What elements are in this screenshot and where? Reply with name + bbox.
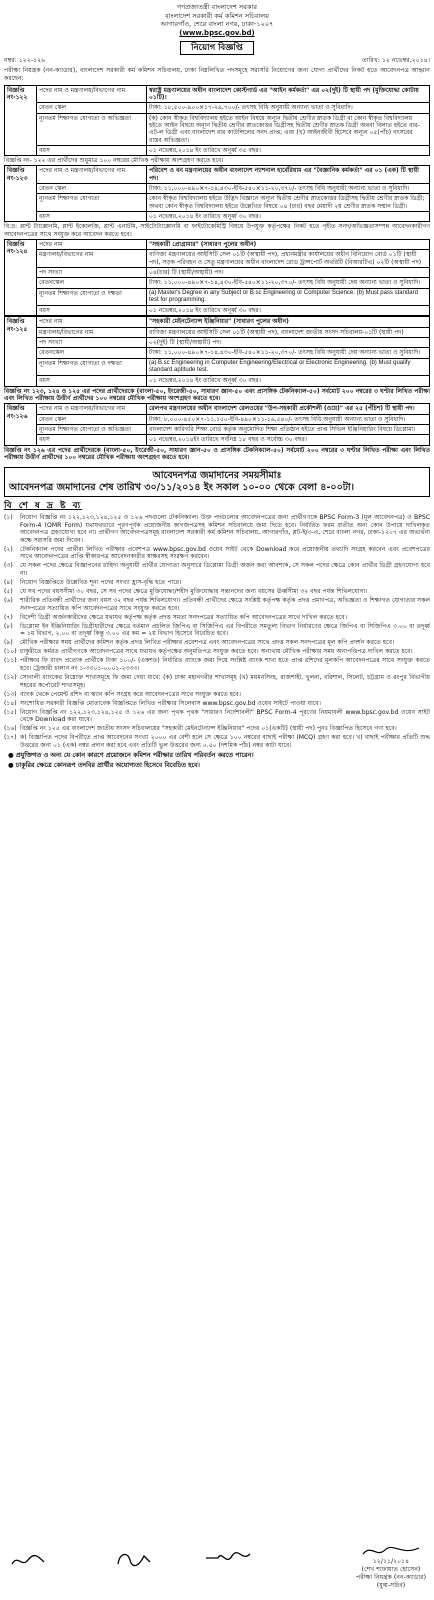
rules-list	[4, 514, 430, 749]
deadline-text: আবেদনপত্র জমাদানের শেষ তারিখ ৩০/১১/২০১৪ ইং সকাল ১০-০০ থেকে বেলা ৪-০০টা।	[9, 482, 355, 494]
memo-date: তারিখ: ১২ নভেম্বর,২০১৪।	[362, 57, 430, 65]
rule-number: (১৪)	[4, 699, 17, 707]
row-label: বেতন স্কেল	[37, 414, 147, 424]
ad-table-123	[4, 165, 430, 222]
row-label: বেতন স্কেল	[37, 103, 147, 113]
rule-text: যে সব পদের বয়সসীমা ৩০ বছর, সে সব পদের ক্ষেত্রে মুক্তিযোদ্ধা/শহীদ মুক্তিযোদ্ধার সন্তানদের জন্য বয়সের ঊর্ধ্বসীমা ৩২ বছর পর্যন্ত শিথিলযোগ্য।	[20, 588, 368, 596]
rule-text: সংশোধিত সরকারী বিজ্ঞপ্তি মোতাবেক বিজ্ঞপ্তিতে লিখিত পরীক্ষার সিলেবাস www.bpsc.gov.bd ওয়েব সাইটে পাওয়া যাবে।	[20, 699, 321, 707]
list-item	[4, 514, 430, 544]
list-item	[4, 657, 430, 672]
row-label: বয়স	[37, 435, 147, 445]
row-label: বয়স	[37, 145, 147, 155]
list-item	[4, 700, 430, 708]
row-label: পদের নাম	[37, 239, 147, 249]
rule-number: (১)	[4, 514, 13, 522]
row-value: টাকা: ১১,০০০-৪৯০×৭-১৪,৪৩০-ইবি-৫৪০×১১-২০,৩৭০/- তৎসহ বিধি অনুযায়ী দেয় অন্যান্য ভাতা ও সুবিধাদি।	[147, 278, 430, 288]
row-label: পদের নাম ও মন্ত্রণালয়/বিভাগের নাম	[37, 85, 147, 103]
row-value: ০২(দুই) টি (স্থায়ী/অস্থায়ী) পদ।	[147, 338, 430, 348]
signature-mark-2	[114, 1548, 154, 1570]
row-value: ০৪(চার) টি (স্থায়ী/অস্থায়ী) পদ।	[147, 267, 430, 277]
row-label: বেতনস্কেল	[37, 348, 147, 358]
signature-mark-main	[361, 1544, 421, 1558]
ad-table-122	[4, 85, 430, 157]
ad-number: বিজ্ঞপ্তি নং-১২৩	[5, 166, 37, 222]
row-value: ০১ নভেম্বর,২০১৪ ইং তারিখে অনূর্ধ্ব ৩০ বছর।	[147, 376, 430, 386]
memo-line	[4, 57, 430, 65]
row-value: ০১ নভেম্বর,২০১৪ ইং তারিখে অনূর্ধ্ব ৩৫ বছর।	[147, 145, 430, 155]
rule-text: পরীক্ষার ফি বাবদ প্রত্যেক প্রার্থীকে টাকা ১০০/- (একশত) নির্ধারিত ব্যাংকে জমা দিয়ে সংশ্লিষ্ট ব্যাংক শাখা হতে প্রাপ্ত রশিদের মূলকপি আবেদনপত্রের সাথে সংযুক্ত করতে হবে। ট্রেজারী চালান নং ১-৩৩০১-০০০১-২৩৩৩।	[20, 657, 430, 672]
signer-rank: (যুগ্ম-সচিব)	[376, 1582, 406, 1590]
row-value: বাংলাদেশ কারিগরি শিক্ষা বোর্ড কর্তৃক অনুমোদিত শিক্ষা প্রতিষ্ঠান হইতে প্রাপ্ত সিভিল ইঞ্জিনিয়ারিং বিষয়ে ডিপ্লোমা।	[147, 424, 430, 434]
rule-text: টেকনিক্যাল পদের প্রার্থীরা লিখিত পরীক্ষার প্রবেশপত্র www.bpsc.gov.bd ওয়েব সাইট থেকে Download করে প্রয়োজনীয় তথ্যাদি সংগ্রহ করবেন এবং প্রবেশপত্রের সাথে আবেদনপত্রের প্রাপ্তি স্বীকারপত্র আবেদনকারীর স্বাক্ষরসহ সংরক্ষণ করবেন।	[20, 545, 430, 561]
list-item	[4, 648, 430, 656]
ad-note-123: বি:দ্র: প্লান্ট ট্যাক্সোনমি, প্লান্ট ইকোলজি, প্লান্ট এনাটমি, সাইটোট্যাক্সোনমি বা ফাইটোকেমিস্ট্রি বিষয়ে উপযুক্ত কর্তৃপক্ষের নিকট হতে গৃহীত সনদ/অভিজ্ঞতাসম্পন্ন আবেদনকারীগণ আবেদনপত্রের সাথে সংযুক্ত করে আবেদন করতে হবে।	[4, 223, 430, 238]
row-label: ন্যূনতম শিক্ষাগত যোগ্যতা ও দক্ষতা	[37, 358, 147, 376]
rule-text: নিয়োগ বিজ্ঞপ্তিতে উল্লেখিত শূন্য পদের সংখ্যা হ্রাস-বৃদ্ধি হতে পারে।	[20, 579, 182, 587]
rule-number: (১২)	[4, 674, 17, 682]
row-value: (a) B.sc Engineering in Computer Engineering/Electrical or Electronic Engineering. (b) Must qualify standard aptitude test.	[147, 358, 430, 376]
ad-number: বিজ্ঞপ্তি নং-১২৬	[5, 404, 37, 445]
rule-text: নিয়োগ বিজ্ঞপ্তি নং ১২২,১২৩,১২৪,১২৫ ও ১২৬ পদগুলো টেকনিক্যাল। উক্ত পদগুলোর আবেদনপত্রের জন্য প্রার্থীগণকে BPSC Form-3 (মূল আবেদনপত্র) ও BPSC Form-4 (OMR Form) যথাযথভাবে পূরণপূর্বক প্রয়োজনীয় কাগজপত্রসহ কমিশন সচিবালয়ে জমা দিতে হবে। নির্ধারিত ফরম ব্যতীত অন্য কোন উপায়ে দাখিলকৃত আবেদনপত্র গ্রহণযোগ্য হবে না। প্রার্থীগণ আবেদনপত্রসমূহ বাংলাদেশ সরকারী কর্ম কমিশন সচিবালয়, আগারগাঁও, প্লট-ই/৩-এ, শেরে বাংলা নগর, ঢাকা-১২০৭ এর অভ্যর্থনা কক্ষে সরাসরি জমা দিবেন।	[20, 514, 430, 544]
row-value: কোন স্বীকৃত বিশ্ববিদ্যালয় হইতে উদ্ভিদ বিজ্ঞানে অন্যূন দ্বিতীয় শ্রেণীর স্নাতকোত্তর ডিগ্রীসহ দ্বিতীয় শ্রেণীর স্নাতক ডিগ্রী; অথবা কোন স্বীকৃত বিশ্ববিদ্যালয় হইতে উল্লেখিত বিষয়ে ০৪ (চার) বছর মেয়াদী ২য় শ্রেণীর স্নাতক সম্মান ডিগ্রী।	[147, 194, 430, 212]
notice-title-box	[4, 41, 430, 56]
header	[4, 3, 430, 38]
row-label: বয়স	[37, 376, 147, 386]
row-value: টাকা: ৮,০০০-৪৫০×৭-১১,১৫০-ইবি-৪৯০×১১-১৬,৫৪০/- তৎসহ বিধি অনুযায়ী অন্যান্য ভাতা ও সুবিধাদি।	[147, 414, 430, 424]
rule-text: ক) বিজ্ঞাপিত পদের বিপরীতে প্রাপ্ত আবেদনের সংখ্যা ২০০০ এর বেশী হলে সে ক্ষেত্রে ১০০ নম্বরের বাছাই পরীক্ষা (MCQ) গ্রহণ করা হবে। খ) বাছাই পরীক্ষার প্রতিটি শুদ্ধ উত্তরের জন্য ০১ (এক) নম্বর প্রদান করা হবে এবং প্রতিটি ভুল উত্তরের জন্য ০.৫০ (দশমিক পাঁচ) নম্বর কাটা যাবে।	[20, 734, 430, 749]
header-govt: গণপ্রজাতন্ত্রী বাংলাদেশ সরকার	[176, 3, 258, 11]
list-item	[4, 579, 430, 587]
bullet-text: চাকুরির ক্ষেত্রে কোনরূপ তদবির প্রার্থীর অযোগ্যতা হিসেবে বিবেচিত হবে।	[15, 761, 200, 770]
row-value: রেলপথ মন্ত্রণালয়ের অধীন বাংলাদেশ রেলওয়ের "উপ-সহকারী প্রকৌশলী (ওয়ে)" এর ২৫ (পঁচিশ) টি স্থায়ী পদ।	[147, 404, 430, 414]
row-value: (ক) কোন স্বীকৃত বিশ্ববিদ্যালয় হইতে আইন বিষয়ে অন্যূন দ্বিতীয় শ্রেণীর স্নাতক ডিগ্রী বা কোন স্বীকৃত বিশ্ববিদ্যালয় হইতে আইন বিষয়ে অন্যূন দ্বিতীয় শ্রেণীর স্নাতকোত্তর ডিগ্রীসহ দ্বিতীয় শ্রেণীর স্নাতক ডিগ্রী অথবা বিলাত হইতে বার-এট-ল ডিগ্রী এবং বাংলাদেশ বার কাউন্সিলের সনদ প্রাপ্ত; এবং (খ) আইনজীবী হিসেবে অন্যূন ০৫(পাঁচ) বৎসরের বাস্তব অভিজ্ঞতা।	[147, 113, 430, 145]
list-item	[4, 623, 430, 638]
row-value: স্বরাষ্ট্র মন্ত্রণালয়ের অধীন বাংলাদেশ কোস্টগার্ড এর "আইন কর্মকর্তা" এর ০২(দুই) টি স্থায়ী পদ (মুক্তিযোদ্ধা কোটায় ০১টি)।	[147, 85, 430, 103]
bullet-item: ● চাকুরির ক্ষেত্রে কোনরূপ তদবির প্রার্থীর অযোগ্যতা হিসেবে বিবেচিত হবে।	[8, 761, 200, 770]
rule-number: (১৬)	[4, 725, 17, 733]
rule-text: যে সকল পদের ক্ষেত্রে বিজ্ঞাপনের চাহিদা অনুযায়ী প্রার্থীর যোগ্যতা অনুসারে ডিপ্লোমা ডিগ্রী অর্জন করা আবশ্যক, সে সকল পদের ক্ষেত্রে কোন প্রার্থীর ডিগ্রী গ্রহণযোগ্য হবে না।	[20, 562, 430, 577]
row-label: পদের নাম ও মন্ত্রণালয়/বিভাগের নাম	[37, 404, 147, 414]
list-item	[4, 588, 430, 596]
row-value: টাকা: ১১,০০০-৪৯০×৭-১৪,৪৩০-ইবি-৫৪০×১১-২০,৩৭০/- তৎসহ বিধি অনুযায়ী অন্যান্য ভাতা ও সুবিধাদি।	[147, 184, 430, 194]
memo-number: নম্বর: ১২২-১২৬	[4, 57, 46, 65]
rule-number: (৫)	[4, 588, 13, 596]
row-label: ন্যূনতম শিক্ষাগত যোগ্যতা ও দক্ষতা	[37, 288, 147, 306]
notice-page	[4, 3, 430, 769]
ad-table-124	[4, 239, 430, 317]
signer-name: (শেখ শাফায়াত হোসেন)	[361, 1566, 421, 1574]
footer-signatures	[4, 1530, 430, 1594]
rule-text: শারীরিক প্রতিবন্ধী প্রার্থীদের জন্য বয়স ৩২ বছর পর্যন্ত শিথিলযোগ্য। প্রতিবন্ধী প্রার্থীদের ক্ষেত্রে সংশ্লিষ্ট কর্তৃপক্ষ কর্তৃক প্রদত্ত প্রমাণপত্র, অভিজ্ঞতা ও শিক্ষাগত যোগ্যতার সকল সনদপত্রের সত্যায়িত কপি আবেদনপত্রের সাথে সংযুক্ত করতে হবে।	[20, 597, 430, 612]
ad-number: বিজ্ঞপ্তি নং-১২৪	[5, 239, 37, 316]
rule-number: (২)	[4, 545, 13, 553]
rule-number: (৪)	[4, 579, 13, 587]
signature-date: ১২/১১/২০১৪	[372, 1558, 410, 1565]
row-label: মন্ত্রণালয়/বিভাগের নাম	[37, 327, 147, 337]
ad-note-126: বিজ্ঞপ্তি নং ১২৬ এর পদের প্রার্থীদেরকে (বাংলা-৫০, ইংরেজী-৫০, সাধারণ জ্ঞান-৫০ ও প্রাসঙ্গিক টেকনিক্যাল-৫০) সর্বমোট ২০০ নম্বরের ৩ ঘণ্টার লিখিত পরীক্ষা এবং লিখিত পরীক্ষায় উত্তীর্ণ প্রার্থীদের ১০০ নম্বরের মৌখিক পরীক্ষায় অংশগ্রহণ করতে হবে।	[4, 446, 430, 461]
rule-number: (৬)	[4, 597, 13, 605]
header-address: আগারগাঁও, শেরে বাংলা নগর, ঢাকা-১২০৭	[160, 20, 274, 29]
intro-text: পরীক্ষা নিয়ন্ত্রক (নন-ক্যাডার), বাংলাদেশ সরকারী কর্ম কমিশন সচিবালয়, ঢাকা নিম্নলিখিত পদসমূহে সরাসরি নিয়োগের জন্য যোগ্য প্রার্থীদের নিকট হতে আবেদনপত্র আহ্বান করছেন:	[4, 67, 430, 82]
rule-number: (৮)	[4, 622, 13, 630]
row-label: পদের নাম ও মন্ত্রণালয়/বিভাগের নাম	[37, 166, 147, 184]
row-label: বয়স	[37, 212, 147, 222]
list-item	[4, 709, 430, 724]
row-value: টাকা: ১৮,৫০০-৯০০×১৭-২৯,৭০০/- তৎসহ বিধি অনুযায়ী অন্যান্য ভাতা ও সুবিধাদি।	[147, 103, 430, 113]
deadline-title: আবেদনপত্র জমাদানের সময়সীমাঃ	[152, 470, 282, 482]
rule-text: বিদেশী ডিগ্রী অর্জনকারীদের ক্ষেত্রে যথাযথ কর্তৃপক্ষ কর্তৃক প্রদত্ত সমতা সনদপত্রের সত্যায়িত কপি আবেদনপত্রের সাথে দাখিল করতে হবে।	[20, 613, 347, 621]
rule-number: (১৫)	[4, 708, 17, 716]
list-item	[4, 734, 430, 749]
rule-text: মৌখিক পরীক্ষার সময় প্রার্থীদের কমিশন কর্তৃক প্রদত্ত লিখিত পরীক্ষার প্রবেশপত্র এবং আবেদনপত্রের সাথে প্রদত্ত সকল সনদপত্রের মূল কপি প্রদর্শন করতে হবে।	[20, 639, 395, 647]
ad-note-125: বিজ্ঞপ্তি নং ১২৩, ১২৪ ও ১২৫ এর পদের প্রার্থীদেরকে (বাংলা-৫০, ইংরেজী-৫০, সাধারণ জ্ঞান-৫০ এবং প্রাসঙ্গিক টেকনিক্যাল-৫০) সর্বমোট ২০০ নম্বরের ৩ ঘণ্টার লিখিত পরীক্ষা এবং লিখিত পরীক্ষায় উত্তীর্ণ প্রার্থীদের ১০০ নম্বরের মৌখিক পরীক্ষায় অংশগ্রহণ করতে হবে।	[4, 387, 430, 402]
list-item	[4, 639, 430, 647]
signature-block	[356, 1544, 426, 1590]
row-value: টাকা: ১১,০০০-৪৯০×৭-১৪,৪৩০-ইবি-৫৪০×১১-২০,৩৭০/- তৎসহ বিধি অনুযায়ী দেয় অন্যান্য ভাতা ও সুবিধাদি।	[147, 348, 430, 358]
ad-note-122: বিজ্ঞপ্তি নং- ১২২ এর প্রার্থীদের শুধুমাত্র ১০০ নম্বরের মৌখিক পরীক্ষায় অংশগ্রহণ করতে হবে।	[4, 157, 224, 165]
rule-text: চাকুরীতে কর্মরত প্রার্থীগণকে আবেদনপত্রের সাথে যথাযথ কর্তৃপক্ষের অনুমতিপত্র সংযুক্ত করতে হবে। অন্যথায় মৌখিক পরীক্ষার সময় অনাপত্তিপত্র দাখিল করতে হবে।	[20, 648, 413, 656]
header-url[interactable]: (www.bpsc.gov.bd)	[179, 28, 255, 37]
row-label: বেতনস্কেল	[37, 278, 147, 288]
deadline-box	[4, 467, 430, 497]
list-item	[4, 562, 430, 577]
rule-text: ডিপ্লোমা ইন ইঞ্জিনিয়ারিং ডিগ্রীধারীদের ক্ষেত্রে বর্তমান প্রচলিত জিপিএ বা সিজিপিএ এর বিপরীতে সমতুল্য বিভাগ নির্ধারণের ক্ষেত্রে জিপিএ বা সিজিপিএ ৩.০০ বা তদূর্ধ্ব = ১ম বিভাগ, ২.০০ বা তদূর্ধ্ব কিন্তু ৩.০০ এর কম = ২য় বিভাগ হিসেবে বিবেচিত হবে।	[20, 622, 430, 638]
special-note-title: বি শে ষ দ্র ষ্ট ব্য	[4, 500, 83, 511]
rule-number: (৭)	[4, 613, 13, 621]
row-value: পরিবেশ ও বন মন্ত্রণালয়ের অধীন বাংলাদেশ ন্যাশনাল হার্বেরিয়াম এর "বৈজ্ঞানিক কর্মকর্তা" এর ০১ (এক) টি স্থায়ী পদ।	[147, 166, 430, 184]
ad-table-125	[4, 316, 430, 386]
list-item	[4, 691, 430, 699]
row-label: মন্ত্রণালয়/বিভাগের নাম	[37, 250, 147, 268]
list-item	[4, 546, 430, 561]
row-label: পদ সংখ্যা	[37, 267, 147, 277]
list-item	[4, 674, 430, 689]
row-label: ন্যূনতম শিক্ষাগত যোগ্যতা ও অভিজ্ঞতা	[37, 113, 147, 145]
ad-table-126	[4, 403, 430, 445]
rule-number: (৩)	[4, 562, 13, 570]
ad-number: বিজ্ঞপ্তি নং-১২৫	[5, 317, 37, 386]
rule-number: (১০)	[4, 648, 17, 656]
ad-number: বিজ্ঞপ্তি নং-১২২	[5, 85, 37, 156]
row-value: ০১ নভেম্বর,২০১৪ ইং তারিখে অনূর্ধ্ব ৩০ বছর।	[147, 306, 430, 316]
row-value: বাণিজ্য মন্ত্রণালয়ের আইসিটি সেল ০১টি (অস্থায়ী পদ), প্রধানমন্ত্রীর কার্যালয়ের অধীন বিনিয়োগ বোর্ড ০১টি (স্থায়ী পদ), সড়ক পরিবহন ও সেতু মন্ত্রণালয়ের অধীন বাংলাদেশ রোড ট্রান্সপোর্ট অথরিটি (বিআরটিএ) ০২টি (অস্থায়ী পদ)	[147, 250, 430, 268]
signer-title: পরীক্ষা নিয়ন্ত্রক (নন-ক্যাডার)	[356, 1574, 426, 1582]
row-value: (a) Master's Degree in any Subject or B.sc Engineering or Computer Science. (b) Must pass standard test for programming.	[147, 288, 430, 306]
rule-number: (১৭)	[4, 734, 17, 742]
row-value: "সহকারী মেইনটেন্যান্স ইঞ্জিনিয়ার" (সাধারণ পুলের অধীন)	[147, 317, 430, 327]
notice-title: নিয়োগ বিজ্ঞপ্তি	[180, 41, 254, 56]
row-value: ০১ নভেম্বর,২০১৪ ইং তারিখে অনূর্ধ্ব ৩০ বছর।	[147, 212, 430, 222]
row-value: বাণিজ্য মন্ত্রণালয়ের আইসিটি সেল ০১টি (অস্থায়ী পদ), বাংলাদেশ জাতীয় সংসদ সচিবালয়-০১টি (স্থায়ী পদ)	[147, 327, 430, 337]
bullet-text: প্রযুক্তিগত ও অন্য যে কোন কারণে প্রয়োজনে কমিশন পরীক্ষার তারিখ পরিবর্তন করতে পারেন।	[15, 751, 254, 760]
signature-mark-1	[10, 1552, 46, 1570]
list-item	[4, 597, 430, 612]
rule-number: (৯)	[4, 639, 13, 647]
rule-text: সোনালী ব্যাংকের নিম্নোক্ত শাখাসমূহে ফি জমা দেয়া যাবে: (ক) ঢাকা মহানগরীর শাখাসমূহ (খ) ময়মনসিংহ, রাজশাহী, খুলনা, বরিশাল, সিলেট, চট্টগ্রাম ও রংপুর বিভাগীয় শহরের কর্পোরেট শাখাসমূহ।	[20, 674, 430, 689]
row-label: বেতন স্কেল	[37, 184, 147, 194]
row-label: ন্যূনতম শিক্ষাগত যোগ্যতা ও অভিজ্ঞতা	[37, 424, 147, 434]
rule-text: ব্যাংক থেকে পেমেন্ট রশিদ বা স্ক্যান কপি সংগ্রহ করে আবেদনপত্রের সাথে সংযুক্ত করতে হবে।	[20, 690, 241, 698]
header-commission: বাংলাদেশ সরকারী কর্ম কমিশন সচিবালয়	[164, 11, 270, 20]
rule-number: (১১)	[4, 657, 17, 665]
row-label: পদ সংখ্যা	[37, 338, 147, 348]
rule-number: (১৩)	[4, 690, 17, 698]
rule-text: নিয়োগ বিজ্ঞপ্তি নং ১২২,১২৩,১২৪,১২৫ ও ১২৬ এর জন্য পৃথক পৃথক "সাধারণ নির্দেশাবলী" BPSC Form-4 পূরণের নিয়মাবলী www.bpsc.gov.bd ওয়েব সাইট থেকে Download করা যাবে।	[20, 708, 430, 724]
list-item	[4, 614, 430, 622]
row-label: ন্যূনতম শিক্ষাগত যোগ্যতা	[37, 194, 147, 212]
rule-text: বিজ্ঞপ্তি নং ১২৫ এর বাংলাদেশ জাতীয় সংসদ সচিবালয়ের "সহকারী মেইনটেন্যান্স ইঞ্জিনিয়ার" পদের ০১(একটি) (স্থায়ী পদ) পুনঃ বিজ্ঞাপিত হিসেবে গণ্য হবে।	[20, 725, 397, 733]
row-label: বয়স	[37, 306, 147, 316]
bullet-item: ● প্রযুক্তিগত ও অন্য যে কোন কারণে প্রয়োজনে কমিশন পরীক্ষার তারিখ পরিবর্তন করতে পারেন।	[8, 751, 254, 760]
row-label: পদের নাম	[37, 317, 147, 327]
list-item	[4, 725, 430, 733]
row-value: ০১ নভেম্বর,২০১৪ইং তারিখে সর্বনিম্ন ১৮ বছর ও সর্বোচ্চ ৩০ বছর।	[147, 435, 430, 445]
signature-mark-3	[204, 1548, 252, 1570]
row-value: "সহকারী প্রোগ্রামার" (সাধারণ পুলের অধীন)	[147, 239, 430, 249]
